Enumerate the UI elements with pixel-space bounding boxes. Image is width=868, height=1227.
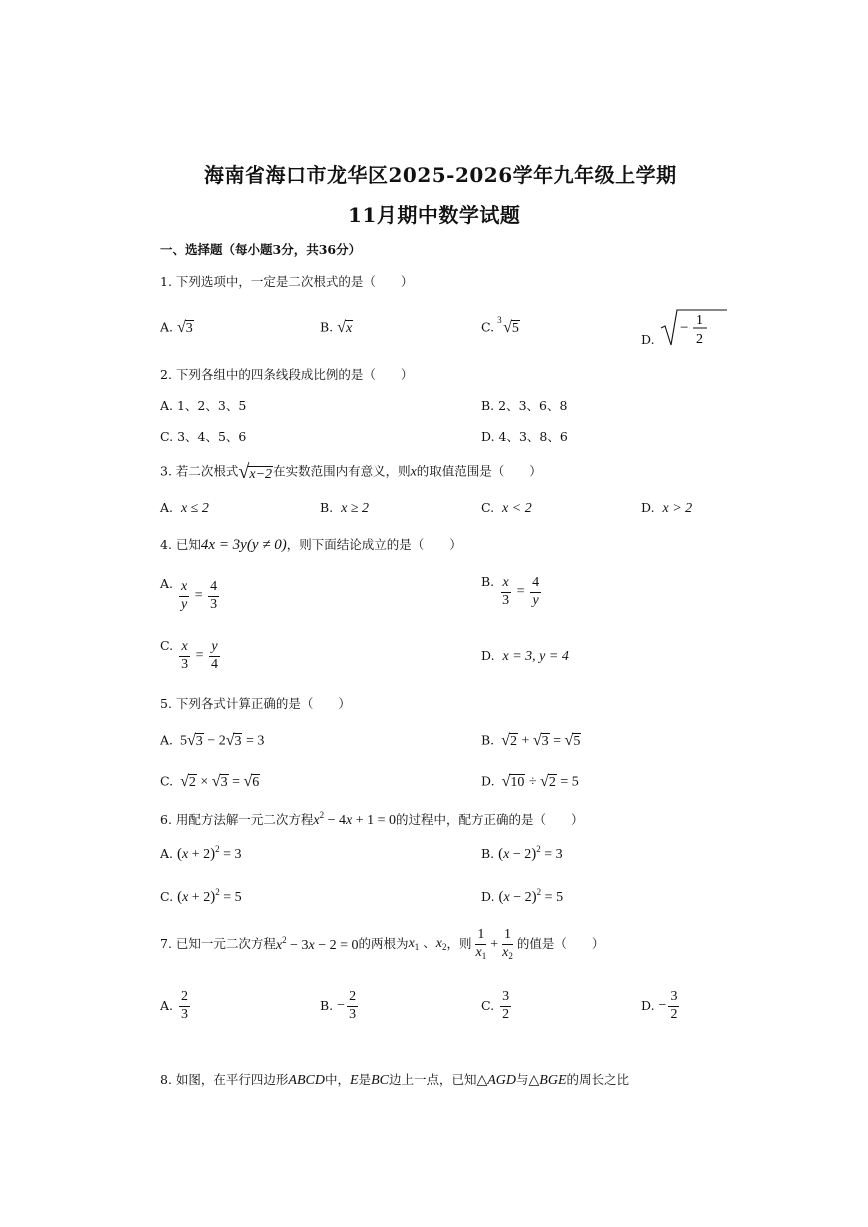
q7-option-b: B. − $\frac{2}{3}$ xyxy=(320,989,357,1022)
q3-option-d xyxy=(641,502,692,516)
option-label: A. xyxy=(160,846,174,861)
option-label: A. xyxy=(160,576,174,591)
stem-text: 4. 已知 xyxy=(160,537,201,552)
q5-option-b: B. √ 2 + √ 3 = √ 5 xyxy=(481,732,581,750)
q3-option-b xyxy=(320,502,369,516)
stem-text: 在实数范围内有意义，则 xyxy=(273,463,411,479)
option-label: B. xyxy=(481,732,495,748)
math-label: △BGE xyxy=(528,1073,567,1088)
option-label: A. xyxy=(160,500,174,515)
question-6-stem xyxy=(160,811,584,828)
option-label: C. xyxy=(481,319,495,335)
svg-text:−: − xyxy=(679,320,689,336)
q6-option-b: B. $(x - 2)^2 = 3$ xyxy=(481,844,563,862)
q4-option-c: C. $\frac{x}{3}$ = $\frac{y}{4}$ xyxy=(160,638,218,672)
fraction: $\frac{1}{x_1}$ xyxy=(475,927,487,961)
option-label: D. xyxy=(481,648,495,663)
fraction: $\frac{x}{3}$ xyxy=(502,575,510,608)
equation: $x^2 - 3x - 2 = 0$ xyxy=(275,935,359,954)
question-4-stem xyxy=(160,538,462,553)
fraction-numerator: 1 xyxy=(695,313,703,328)
radical: √ x xyxy=(337,319,353,337)
q1-option-d xyxy=(641,310,729,350)
option-label: B. xyxy=(320,500,334,515)
fraction: $\frac{3}{2}$ xyxy=(502,989,510,1022)
option-label: B. xyxy=(320,997,334,1013)
math-label: E xyxy=(349,1073,359,1088)
option-label: D. xyxy=(641,331,655,347)
stem-text: 与 xyxy=(516,1072,529,1087)
equation: $x^2 - 4x + 1 = 0$ xyxy=(313,810,397,828)
variable: x xyxy=(410,464,417,480)
option-label: D. xyxy=(641,500,655,515)
question-5-stem: 5. 下列各式计算正确的是（ ） xyxy=(160,696,351,711)
fraction: $\frac{x}{3}$ xyxy=(181,639,189,672)
option-label: B. xyxy=(481,574,495,589)
q1-option-b xyxy=(320,320,353,336)
fraction-denominator: 2 xyxy=(695,332,703,347)
q6-option-c: C. $(x + 2)^2 = 5$ xyxy=(160,887,242,905)
option-expr: x < 2 xyxy=(502,501,532,516)
q5-option-c: C. √ 2 × √ 3 = √ 6 xyxy=(160,773,260,791)
option-label: D. xyxy=(641,997,655,1013)
page-subtitle: 11月期中数学试题 xyxy=(348,203,521,227)
q6-option-d: D. $(x - 2)^2 = 5$ xyxy=(481,887,564,905)
radicand: x−2 xyxy=(249,466,273,482)
stem-text: ，则 xyxy=(446,936,472,952)
fraction: $\frac{y}{4}$ xyxy=(210,639,218,672)
stem-text: 边上一点，已知 xyxy=(388,1072,477,1087)
fraction: $\frac{4}{y}$ xyxy=(532,575,540,608)
option-label: C. xyxy=(160,889,174,904)
q6-option-a: A. $(x + 2)^2 = 3$ xyxy=(160,844,242,862)
fraction: $\frac{2}{3}$ xyxy=(349,989,357,1022)
q3-option-c xyxy=(481,502,532,516)
q3-option-a xyxy=(160,502,209,516)
option-label: A. xyxy=(160,732,174,748)
stem-text: 中， xyxy=(324,1072,350,1087)
page-title: 海南省海口市龙华区2025-2026学年九年级上学期 xyxy=(204,163,677,187)
q7-option-d: D. − $\frac{3}{2}$ xyxy=(641,989,678,1022)
radicand: 3 xyxy=(185,321,193,336)
option-expr: x ≤ 2 xyxy=(180,501,209,516)
stem-text: 的取值范围是（ ） xyxy=(416,463,542,479)
stem-text: 7. 已知一元二次方程 xyxy=(160,936,276,952)
section-heading: 一、选择题（每小题3分，共36分） xyxy=(160,242,362,257)
q5-option-a: A. 5 √ 3 − 2 √ 3 = 3 xyxy=(160,732,265,750)
q1-option-c xyxy=(481,315,520,337)
option-label: C. xyxy=(160,773,174,789)
radicand: 5 xyxy=(511,321,519,336)
root-index: 3 xyxy=(497,315,502,326)
stem-text: 3. 若二次根式 xyxy=(160,463,239,479)
q1-option-a xyxy=(160,320,194,336)
option-expr: x ≥ 2 xyxy=(341,501,370,516)
stem-text: 的两根为 xyxy=(358,936,409,952)
option-label: A. xyxy=(160,319,174,335)
stem-text: 6. 用配方法解一元二次方程 xyxy=(160,812,314,827)
stem-text: 是 xyxy=(358,1072,372,1087)
q2-option-c: C. 3、4、5、6 xyxy=(160,429,247,444)
radical: √ 5 xyxy=(503,319,519,337)
question-1-stem: 1. 下列选项中，一定是二次根式的是（ ） xyxy=(160,274,414,289)
q7-option-c xyxy=(481,990,513,1022)
stem-text: 的过程中，配方正确的是（ ） xyxy=(396,812,584,827)
option-expr: x > 2 xyxy=(662,501,693,516)
math-label: BC xyxy=(371,1073,389,1088)
fraction: $\frac{1}{x_2}$ xyxy=(502,927,513,961)
option-label: B. xyxy=(320,319,334,335)
q4-option-d xyxy=(481,650,569,664)
fraction: $\frac{2}{3}$ xyxy=(181,989,188,1022)
option-label: C. xyxy=(481,997,495,1013)
radicand: x xyxy=(345,321,353,336)
math-label: △AGD xyxy=(476,1073,517,1088)
fraction: $\frac{x}{y}$ xyxy=(181,579,188,612)
option-label: C. xyxy=(160,638,174,653)
stem-text: 的周长之比 xyxy=(566,1072,630,1087)
option-label: B. xyxy=(481,846,495,861)
q4-option-b: B. $\frac{x}{3}$ = $\frac{4}{y}$ xyxy=(481,574,540,608)
question-3-stem xyxy=(160,462,542,482)
stem-text: 的值是（ ） xyxy=(516,936,605,952)
stem-text: 8. 如图，在平行四边形 xyxy=(160,1072,289,1087)
q2-option-d: D. 4、3、8、6 xyxy=(481,429,568,444)
question-7-stem: 7. 已知一元二次方程 $x^2 - 3x - 2 = 0$ 的两根为 $x_1$ 、$x_2$ ，则 $\frac{1}{x_1}$ + $\frac{1}{x_2}$ 的值是（ ） xyxy=(160,927,605,961)
fraction: $\frac{3}{2}$ xyxy=(670,989,678,1022)
math-label: ABCD xyxy=(288,1073,325,1088)
condition: 4x = 3y(y ≠ 0) xyxy=(200,537,287,553)
radical: √ 3 xyxy=(177,319,193,337)
q5-option-d: D. √ 10 ÷ √ 2 = 5 xyxy=(481,773,579,791)
option-label: A. xyxy=(160,997,174,1013)
big-radical-sign xyxy=(659,308,729,348)
radical: √ x−2 xyxy=(238,461,273,483)
roots: $x_1$ 、$x_2$ xyxy=(408,935,447,953)
fraction: $\frac{4}{3}$ xyxy=(210,579,218,612)
q2-option-a: A. 1、2、3、5 xyxy=(160,398,247,413)
option-expr: x = 3, y = 4 xyxy=(502,649,569,664)
q7-option-a xyxy=(160,990,192,1022)
stem-text: ，则下面结论成立的是（ ） xyxy=(286,537,462,552)
q2-option-b: B. 2、3、6、8 xyxy=(481,398,568,413)
q4-option-a: A. $\frac{x}{y}$ = $\frac{4}{3}$ xyxy=(160,576,218,612)
option-label: D. xyxy=(481,773,495,789)
question-8-stem xyxy=(160,1074,629,1088)
question-2-stem: 2. 下列各组中的四条线段成比例的是（ ） xyxy=(160,367,414,382)
option-label: D. xyxy=(481,889,495,904)
option-label: C. xyxy=(481,500,495,515)
